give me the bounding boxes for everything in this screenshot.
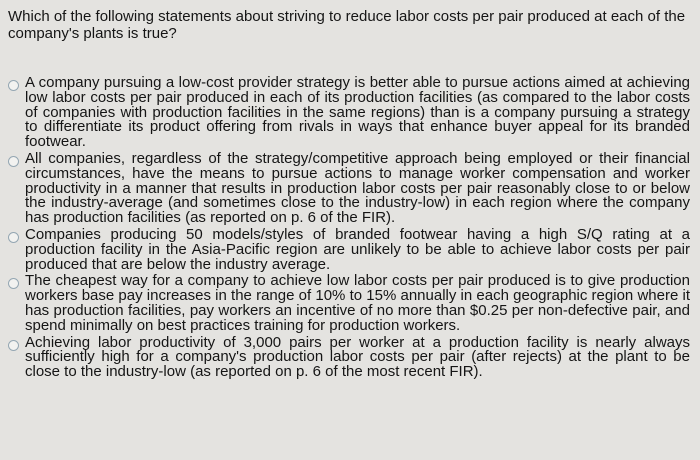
radio-button-d[interactable] — [8, 278, 19, 289]
answer-option-a-label: A company pursuing a low-cost provider strategy is better able to pursue actions aimed at achieving low labor costs per pair produced in each of its production facilities (as compared to the labor costs of companies with production facilities in the same regions) than is a company pursuing a strategy to differentiate its product offering from rivals in ways that enhance buyer appeal for its branded footwear. — [25, 74, 690, 151]
answer-option-b-label: All companies, regardless of the strategy/competitive approach being employed or their financial circumstances, have the means to pursue actions to manage worker compensation and worker productivity in a manner that results in production labor costs per pair reasonably close to or below the industry-average (and sometimes close to the industry-low) in each region where the company has production facilities (as reported on p. 6 of the FIR). — [25, 149, 690, 227]
radio-button-e[interactable] — [8, 340, 19, 351]
answer-option-c[interactable] — [8, 225, 692, 273]
radio-button-c[interactable] — [8, 232, 19, 243]
answer-option-a[interactable] — [8, 76, 692, 150]
answer-option-b[interactable] — [8, 149, 692, 227]
answer-option-d-label: The cheapest way for a company to achieve low labor costs per pair produced is to give production workers base pay increases in the range of 10% to 15% annually in each geographic region where it has production facilities, pay workers an incentive of no more than $0.25 per non-defective pair, and spend minimally on best practices training for production workers. — [25, 272, 690, 334]
answer-options — [8, 76, 692, 380]
answer-option-e[interactable] — [8, 333, 692, 381]
question-text: Which of the following statements about striving to reduce labor costs per pair produced at each of the company's plants is true? — [8, 8, 686, 42]
radio-button-a[interactable] — [8, 80, 19, 91]
radio-button-b[interactable] — [8, 156, 19, 167]
answer-option-e-label: Achieving labor productivity of 3,000 pairs per worker at a production facility is nearly always sufficiently high for a company's production labor costs per pair (after rejects) at the plant to be close to the industry-low (as reported on p. 6 of the most recent FIR). — [25, 333, 690, 381]
answer-option-c-label: Companies producing 50 models/styles of branded footwear having a high S/Q rating at a production facility in the Asia-Pacific region are unlikely to be able to achieve labor costs per pair produced that are below the industry average. — [25, 225, 690, 273]
answer-option-d[interactable] — [8, 274, 692, 333]
